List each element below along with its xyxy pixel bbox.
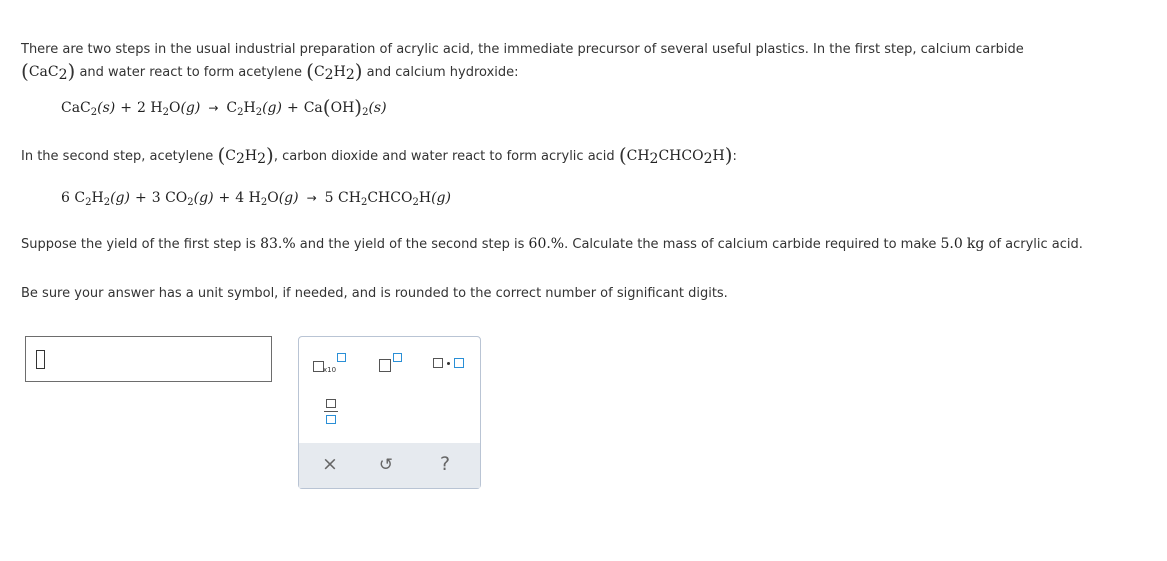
- fraction-bar-icon: [324, 411, 338, 412]
- problem-step-2: In the second step, acetylene $(C_2H_2)$, carbon dioxide and water react to form acrylic acid $(CH_2CHCO_2H)$:: [21, 143, 737, 167]
- scientific-notation-button[interactable]: [313, 353, 343, 375]
- undo-icon[interactable]: ↺: [378, 455, 394, 475]
- equation-step-2: 6 $C_2H_2(g) + 3$ $CO_2(g) + 4$ $H_2O(g) \to 5$ $CH_2CHCO_2H(g)$: [61, 190, 451, 208]
- base-box-icon: [379, 359, 391, 372]
- answer-placeholder-box: [36, 350, 45, 369]
- problem-question: Suppose the yield of the first step is 83.% and the yield of the second step is 60.%. Calculate the mass of calcium carbide required to make 5.0 kg of acrylic acid.: [21, 236, 1083, 252]
- exponent-box-icon: [337, 353, 346, 362]
- palette-controls: [299, 443, 480, 488]
- problem-instructions: Be sure your answer has a unit symbol, if needed, and is rounded to the correct number of significant digits.: [21, 286, 728, 301]
- fraction-button[interactable]: [324, 399, 338, 425]
- dot-icon: [447, 362, 450, 365]
- denominator-box-icon: [326, 415, 336, 424]
- right-box-icon: [454, 358, 464, 368]
- math-palette: [298, 336, 481, 489]
- problem-intro: There are two steps in the usual industrial preparation of acrylic acid, the immediate precursor of several useful plastics. In the first step, calcium carbide (CaC$_2$) and water react to form acetylene $(C_2H_2)$ and calcium hydroxide:: [21, 42, 1024, 83]
- help-button[interactable]: ?: [439, 453, 451, 475]
- exponent-box-icon: [393, 353, 402, 362]
- multiply-dot-button[interactable]: [433, 357, 467, 371]
- numerator-box-icon: [326, 399, 336, 408]
- equation-step-1: CaC$_2$(s) + 2 $H_2O(g) \to C_2H_2(g) + Ca(OH)_2(s)$: [61, 95, 387, 119]
- x10-label: x10: [323, 366, 337, 374]
- superscript-button[interactable]: [379, 353, 405, 375]
- left-box-icon: [433, 358, 443, 368]
- answer-input[interactable]: [25, 336, 272, 382]
- clear-button[interactable]: ×: [322, 453, 338, 475]
